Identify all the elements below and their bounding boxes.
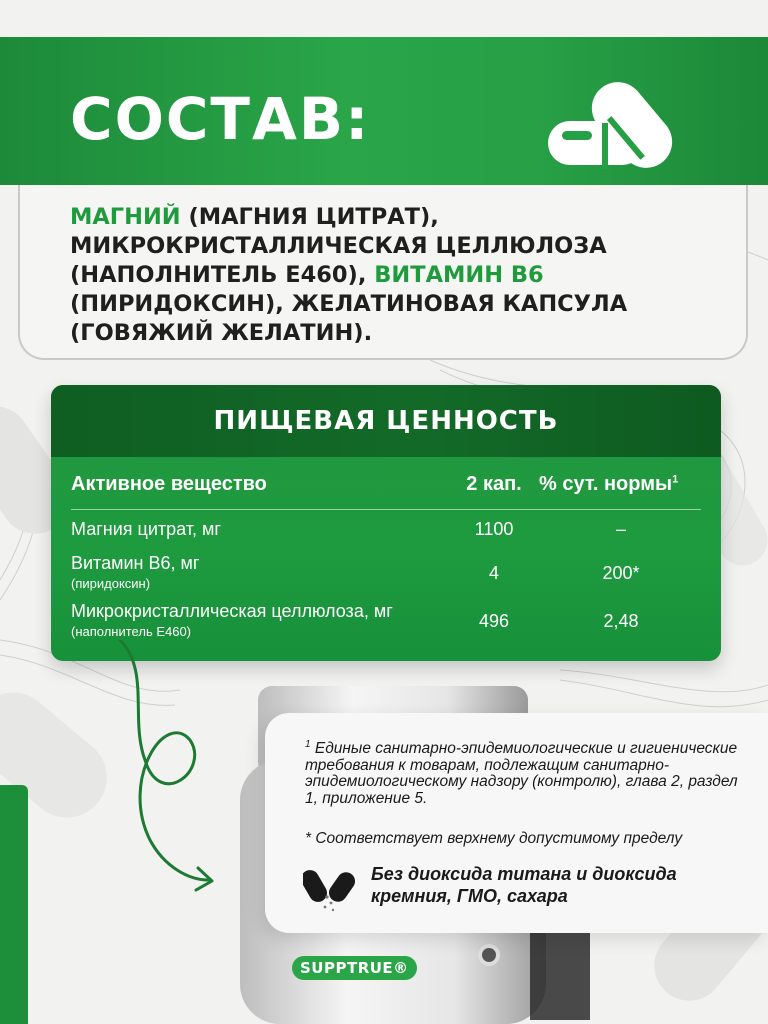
column-header-dose: 2 кап. <box>466 473 522 495</box>
row-norm: 200* <box>602 563 640 583</box>
row-dose: 1100 <box>474 519 514 539</box>
asterisk-note: * Соответствует верхнему допустимому пределу <box>305 830 683 847</box>
row-name: Микрокристаллическая целлюлоза, мг <box>71 601 393 621</box>
footnote-body: Единые санитарно-эпидемиологические и гигиенические требования к товарам, подлежащим санитарно-эпидемиологическому надзору (контролю), глава 2, раздел 1, приложение 5. <box>305 740 738 807</box>
capsules-icon <box>548 59 680 169</box>
page-title: СОСТАВ: <box>70 85 371 153</box>
row-name: Магния цитрат, мг <box>71 519 221 539</box>
row-name-cell <box>71 601 393 639</box>
nutrition-title: ПИЩЕВАЯ ЦЕННОСТЬ <box>213 406 559 436</box>
header-band <box>0 37 768 185</box>
column-header-norm <box>539 473 719 496</box>
green-strip <box>0 785 28 1024</box>
nutrition-header <box>51 385 721 457</box>
ingredient-magnesium: МАГНИЙ <box>70 204 181 230</box>
nutrition-table <box>51 385 721 661</box>
composition-part: (МАГНИЯ ЦИТРАТ), МИКРОКРИСТАЛЛИЧЕСКАЯ ЦЕЛЛЮЛОЗА (НАПОЛНИТЕЛЬ Е460), <box>70 204 607 288</box>
row-dose: 496 <box>478 611 510 631</box>
row-name: Витамин В6, мг <box>71 553 200 573</box>
column-header-substance: Активное вещество <box>71 473 267 495</box>
header-divider <box>71 509 701 510</box>
footnote-text <box>305 737 745 807</box>
composition-part: (ПИРИДОКСИН), ЖЕЛАТИНОВАЯ КАПСУЛА (ГОВЯЖИЙ ЖЕЛАТИН). <box>70 291 628 346</box>
ingredient-vitamin-b6: ВИТАМИН В6 <box>374 262 544 288</box>
footnote-card <box>265 713 768 933</box>
brand-mark-icon <box>478 944 500 966</box>
composition-text <box>70 203 720 348</box>
row-norm: 2,48 <box>603 611 639 631</box>
free-from-text: Без диоксида титана и диоксида кремния, ГМО, сахара <box>371 864 677 906</box>
row-name-cell <box>71 553 199 591</box>
capsule-free-icon <box>303 863 357 913</box>
composition-block <box>18 185 748 360</box>
curved-arrow-icon <box>90 640 230 900</box>
norm-label: % сут. нормы <box>539 473 673 495</box>
row-subname: (пиридоксин) <box>71 576 151 591</box>
row-dose: 4 <box>488 563 499 583</box>
row-subname: (наполнитель Е460) <box>71 624 192 639</box>
footnote-mark: 1 <box>672 473 679 486</box>
row-norm: – <box>615 519 626 539</box>
footnote-number: 1 <box>305 739 311 750</box>
brand-label: SUPPTRUE® <box>292 956 417 980</box>
